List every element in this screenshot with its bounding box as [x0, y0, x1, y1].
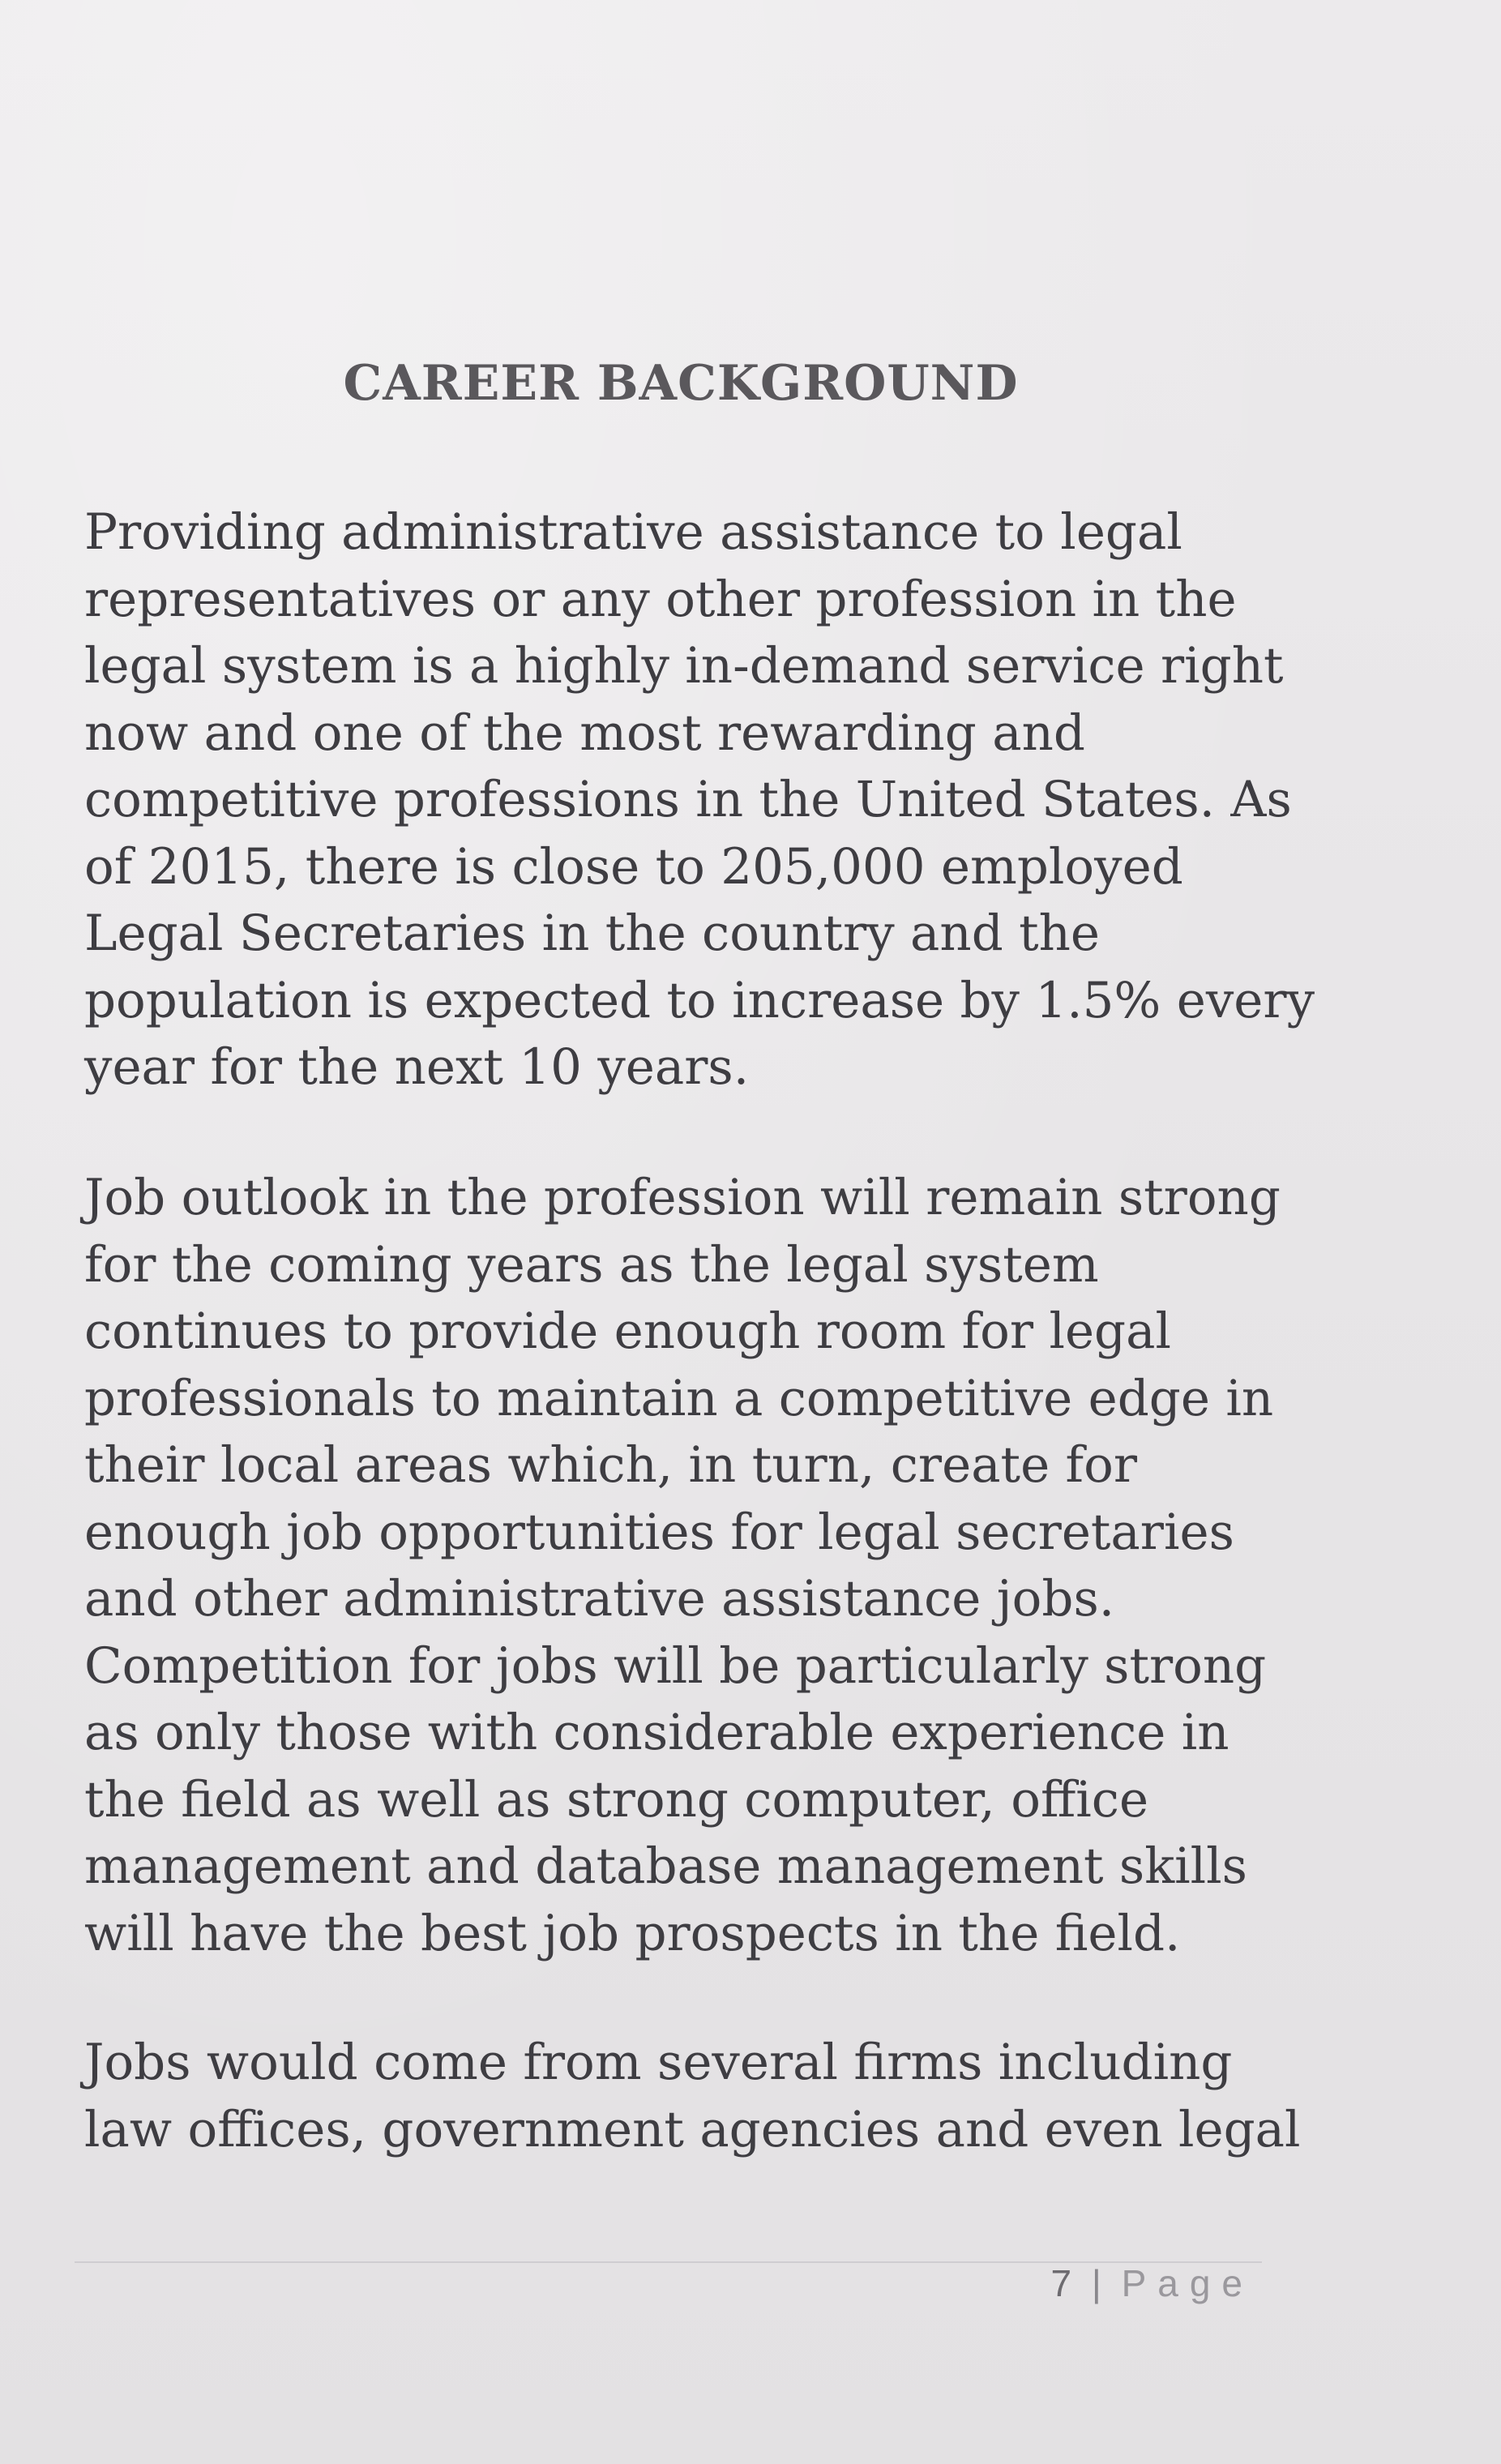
page-label: Page [1121, 2262, 1254, 2304]
paragraph-3: Jobs would come from several firms including law offices, government agencies and even legal [84, 2034, 1301, 2158]
page-separator: | [1091, 2262, 1106, 2304]
section-heading: CAREER BACKGROUND [343, 355, 1019, 412]
page-number: 7 [1050, 2262, 1077, 2304]
paragraph-1: Providing administrative assistance to legal representatives or any other profession in the legal system is a highly in-demand service right now and one of the most rewarding and competitive professions in the United States. As of 2015, there is close to 205,000 employed Legal Secretaries in the country and the population is expected to increase by 1.5% every year for the next 10 years. [84, 503, 1315, 1096]
paragraph-2: Job outlook in the profession will remain strong for the coming years as the legal system continues to provide enough room for legal professionals to maintain a competitive edge in their local areas which, in turn, create for enough job opportunities for legal secretaries and other administrative assistance jobs. Competition for jobs will be particularly strong as only those with considerable experience in the field as well as strong computer, office management and database management skills will have the best job prospects in the field. [84, 1169, 1281, 1962]
page-number-footer [1050, 2261, 1254, 2305]
